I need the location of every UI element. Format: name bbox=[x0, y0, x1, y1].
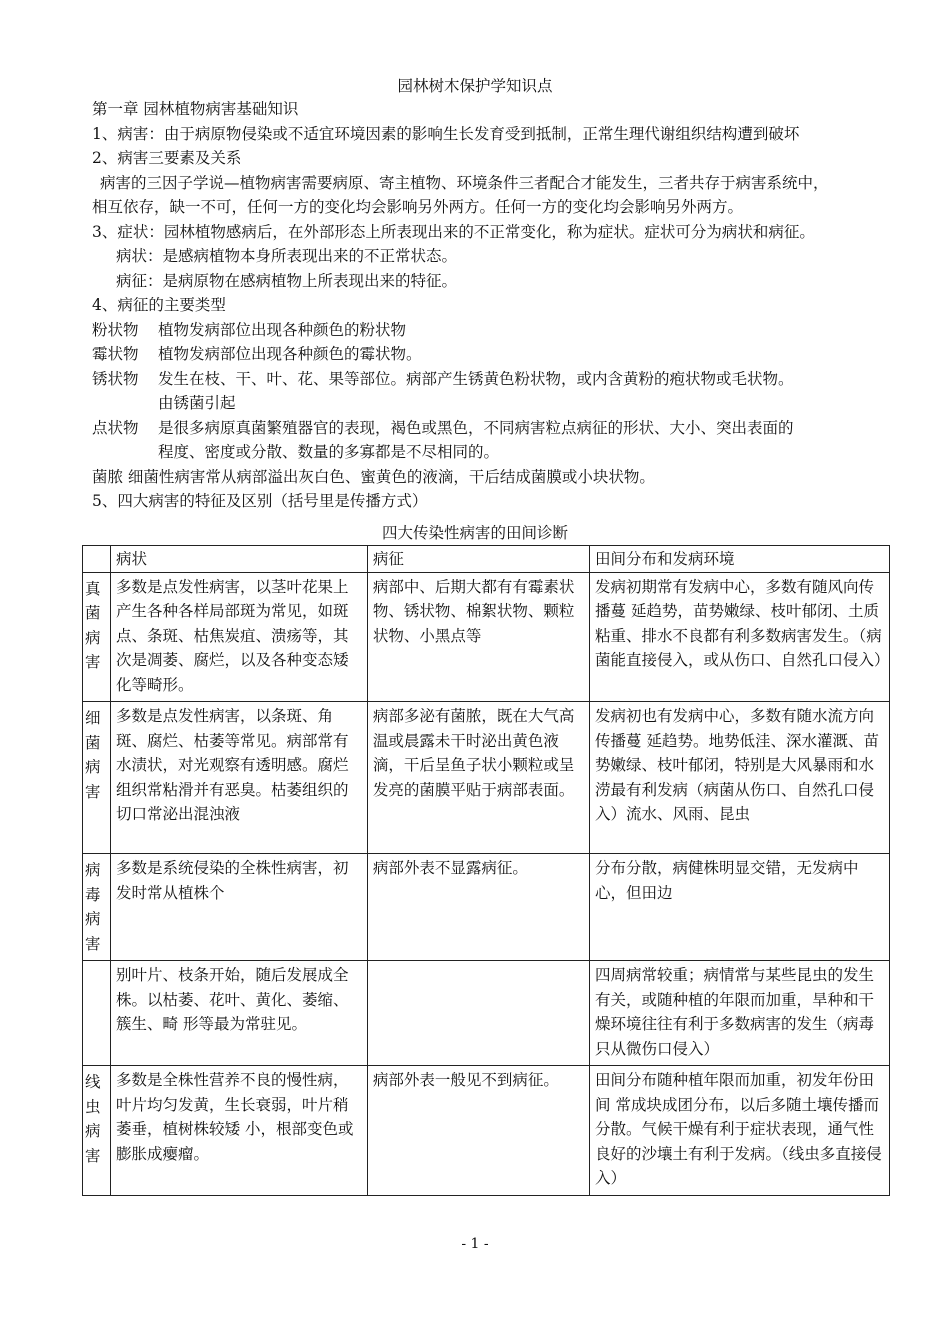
field-text: 田间分布随种植年限而加重，初发年份田间 常成块成团分布，以后多随土壤传播而分散。气候干燥有利于症状表现，通气性良好的沙壤土有利于发病。（线虫多直接侵入） bbox=[595, 1071, 882, 1187]
term-label: 点状物 bbox=[92, 418, 139, 437]
category-char: 虫 bbox=[85, 1097, 101, 1116]
sign-cell bbox=[367, 702, 589, 854]
sign-cell bbox=[367, 854, 589, 961]
term-row bbox=[92, 318, 892, 343]
term-definition: 植物发病部位出现各种颜色的粉状物 bbox=[158, 320, 407, 339]
table-row bbox=[83, 961, 890, 1066]
category-char: 真 bbox=[85, 579, 101, 598]
category-char: 病 bbox=[85, 910, 101, 928]
chapter-heading: 第一章 园林植物病害基础知识 bbox=[92, 100, 299, 118]
sign-cell bbox=[367, 572, 589, 702]
paragraph-3-symptom: 病状：是感病植物本身所表现出来的不正常状态。 bbox=[116, 247, 458, 265]
paragraph-5-heading: 5、四大病害的特征及区别（括号里是传播方式） bbox=[92, 492, 428, 510]
sign-text: 病部多泌有菌脓，既在大气高温或晨露未干时泌出黄色液滴，干后呈鱼子状小颗粒或呈发亮的菌膜平贴于病部表面。 bbox=[372, 707, 575, 799]
field-cell bbox=[590, 961, 890, 1066]
table-row bbox=[83, 702, 890, 854]
category-char: 毒 bbox=[85, 885, 101, 904]
symptom-cell bbox=[111, 961, 368, 1066]
symptom-text: 多数是系统侵染的全株性病害，初发时常从植株个 bbox=[116, 859, 349, 902]
term-row bbox=[92, 342, 892, 367]
symptom-cell bbox=[111, 702, 368, 854]
table-header-row bbox=[83, 546, 890, 573]
sign-text: 病部外表不显露病征。 bbox=[372, 859, 528, 877]
document-body bbox=[92, 97, 892, 514]
disease-category bbox=[83, 961, 111, 1066]
symptom-cell bbox=[111, 854, 368, 961]
paragraph-2-line-1: 病害的三因子学说—植物病害需要病原、寄主植物、环境条件三者配合才能发生，三者共存于病害系统中， bbox=[100, 173, 829, 192]
disease-category bbox=[83, 702, 111, 854]
term-label: 锈状物 bbox=[92, 369, 139, 388]
term-label: 霉状物 bbox=[92, 345, 139, 363]
sign-text: 病部外表一般见不到病征。 bbox=[372, 1071, 559, 1089]
category-char: 菌 bbox=[85, 604, 101, 622]
category-char: 细 bbox=[85, 709, 101, 727]
field-text: 四周病常较重；病情常与某些昆虫的发生有关，或随种植的年限而加重，旱种和干燥环境往往有利于多数病害的发生（病毒只从微伤口侵入） bbox=[595, 966, 875, 1058]
field-cell bbox=[590, 572, 890, 702]
field-text: 分布分散，病健株明显交错，无发病中心，但田边 bbox=[595, 859, 859, 902]
field-text: 发病初也有发病中心，多数有随水流方向传播蔓 延趋势。地势低洼、深水灌溉、苗势嫩绿、枝叶郁闭，特别是大风暴雨和水涝最有利发病（病菌从伤口、自然孔口侵入）流水、风雨、昆虫 bbox=[595, 707, 879, 823]
paragraph-3-sign: 病征：是病原物在感病植物上所表现出来的特征。 bbox=[116, 271, 458, 290]
table-header-cell: 病征 bbox=[367, 546, 589, 573]
category-char: 害 bbox=[85, 1146, 101, 1165]
paragraph-4-heading: 4、病征的主要类型 bbox=[92, 296, 226, 314]
category-char: 病 bbox=[85, 628, 101, 647]
table-header-cell: 田间分布和发病环境 bbox=[590, 546, 890, 573]
category-char: 害 bbox=[85, 934, 101, 953]
symptom-text: 多数是点发性病害，以条斑、角斑、腐烂、枯萎等常见。病部常有水渍状，对光观察有透明感。腐烂组织常粘滑并有恶臭。枯萎组织的切口常泌出混浊液 bbox=[116, 707, 349, 823]
paragraph-1: 1、病害：由于病原物侵染或不适宜环境因素的影响生长发育受到抵制，正常生理代谢组织结构遭到破坏 bbox=[92, 124, 800, 143]
field-cell bbox=[590, 1066, 890, 1196]
term-label: 粉状物 bbox=[92, 320, 139, 339]
symptom-text: 别叶片、枝条开始，随后发展成全株。以枯萎、花叶、黄化、萎缩、簇生、畸 形等最为常驻见。 bbox=[116, 966, 349, 1033]
symptom-text: 多数是全株性营养不良的慢性病，叶片均匀发黄，生长衰弱，叶片稍萎垂，植树株较矮 小，根部变色或膨胀成瘿瘤。 bbox=[116, 1071, 354, 1163]
table-row bbox=[83, 1066, 890, 1196]
document-title: 园林树木保护学知识点 bbox=[397, 77, 553, 95]
category-char: 病 bbox=[85, 758, 101, 776]
term-row bbox=[92, 367, 892, 392]
symptom-cell bbox=[111, 572, 368, 702]
symptom-text: 多数是点发性病害，以茎叶花果上产生各种各样局部斑为常见，如斑点、条斑、枯焦炭疽、溃疡等，其次是凋萎、腐烂，以及各种变态矮化等畸形。 bbox=[116, 577, 349, 694]
category-char: 菌 bbox=[85, 733, 101, 752]
sign-text bbox=[373, 961, 584, 967]
table-row bbox=[83, 854, 890, 961]
field-cell bbox=[590, 854, 890, 961]
field-text: 发病初期常有发病中心，多数有随风向传播蔓 延趋势，苗势嫩绿、枝叶郁闭、土质粘重、排水不良都有利多数病害发生。（病菌能直接侵入，或从伤口、自然孔口侵入） bbox=[595, 577, 890, 669]
disease-category bbox=[83, 854, 111, 961]
term-definition: 是很多病原真菌繁殖器官的表现，褐色或黑色，不同病害粒点病征的形状、大小、突出表面的 bbox=[158, 418, 794, 437]
term-definition-continued: 由锈菌引起 bbox=[158, 394, 236, 412]
diagnosis-table bbox=[82, 545, 890, 1196]
category-char: 害 bbox=[85, 653, 101, 671]
term-row bbox=[92, 416, 892, 441]
table-header-cell bbox=[83, 546, 111, 573]
category-char: 害 bbox=[85, 782, 101, 801]
category-char: 病 bbox=[85, 1122, 101, 1140]
category-char: 线 bbox=[85, 1073, 101, 1091]
paragraph-3: 3、症状：园林植物感病后，在外部形态上所表现出来的不正常变化，称为症状。症状可分为病状和病征。 bbox=[92, 222, 815, 241]
term-definition: 植物发病部位出现各种颜色的霉状物。 bbox=[158, 345, 422, 363]
paragraph-2-line-2: 相互依存，缺一不可，任何一方的变化均会影响另外两方。任何一方的变化均会影响另外两方。 bbox=[92, 198, 744, 216]
table-caption: 四大传染性病害的田间诊断 bbox=[381, 524, 568, 542]
sign-cell bbox=[367, 1066, 589, 1196]
field-cell bbox=[590, 702, 890, 854]
symptom-cell bbox=[111, 1066, 368, 1196]
table-row bbox=[83, 572, 890, 702]
term-definition: 发生在枝、干、叶、花、果等部位。病部产生锈黄色粉状物，或内含黄粉的疱状物或毛状物。 bbox=[158, 369, 794, 388]
category-char: 病 bbox=[85, 861, 101, 879]
page-number: - 1 - bbox=[461, 1236, 489, 1252]
table-header-cell: 病状 bbox=[111, 546, 368, 573]
sign-text: 病部中、后期大都有有霉素状物、锈状物、棉絮状物、颗粒状物、小黑点等 bbox=[372, 577, 575, 645]
disease-category bbox=[83, 1066, 111, 1196]
term-definition-continued: 程度、密度或分散、数量的多寡都是不尽相同的。 bbox=[158, 443, 500, 461]
paragraph-2-heading: 2、病害三要素及关系 bbox=[92, 149, 242, 167]
sign-cell bbox=[367, 961, 589, 1066]
term-bacterial-ooze: 菌脓 细菌性病害常从病部溢出灰白色、蜜黄色的液滴，干后结成菌膜或小块状物。 bbox=[92, 467, 655, 486]
disease-category bbox=[83, 572, 111, 702]
